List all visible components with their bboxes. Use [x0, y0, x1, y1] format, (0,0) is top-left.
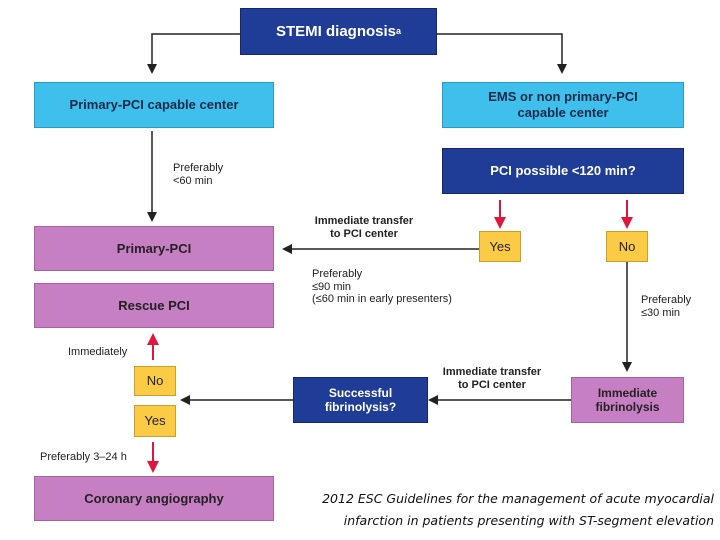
- yes-right-label: Yes: [489, 238, 511, 254]
- no-left-label: No: [146, 373, 164, 389]
- stemi-superscript: a: [396, 26, 402, 37]
- note-preferably-30-line2: ≤30 min: [641, 306, 681, 319]
- coronary-angiography-box: [34, 476, 274, 521]
- no-right-box: [606, 231, 648, 262]
- ems-non-primary-label: EMS or non primary-PCI capable center: [488, 89, 638, 120]
- guideline-caption-line2: infarction in patients presenting with ST-segment elevation: [343, 513, 714, 528]
- primary-pci-capable-label: Primary-PCI capable center: [69, 97, 239, 113]
- note-transfer-top: [314, 215, 414, 240]
- rescue-pci-box: [34, 283, 274, 328]
- yes-left-box: [134, 405, 176, 437]
- primary-pci-capable-box: [34, 82, 274, 128]
- ems-non-primary-box: [442, 82, 684, 128]
- note-transfer-bottom-line2: to PCI center: [458, 378, 526, 391]
- pci-possible-box: [442, 148, 684, 194]
- note-transfer-bottom: [437, 366, 547, 391]
- note-preferably-3-24-text: Preferably 3–24 h: [40, 451, 127, 463]
- primary-pci-label: Primary-PCI: [116, 240, 192, 256]
- yes-left-label: Yes: [144, 413, 166, 429]
- no-right-label: No: [618, 238, 636, 254]
- note-preferably-30: [641, 294, 691, 319]
- note-transfer-top-line1: Immediate transfer: [314, 215, 414, 227]
- note-transfer-top-line2: to PCI center: [330, 227, 398, 240]
- note-preferably-60-line2: <60 min: [173, 174, 213, 187]
- note-preferably-60-line1: Preferably: [173, 162, 224, 174]
- no-left-box: [134, 366, 176, 396]
- stemi-diagnosis-label: STEMI diagnosis: [275, 22, 396, 40]
- note-preferably-30-line1: Preferably: [641, 294, 692, 306]
- note-preferably-60: [173, 162, 223, 187]
- pci-possible-label: PCI possible <120 min?: [490, 163, 636, 179]
- successful-fibrinolysis-box: [293, 377, 428, 423]
- note-preferably-90-line1: Preferably: [312, 268, 363, 280]
- note-preferably-90-line3: (≤60 min in early presenters): [312, 293, 452, 306]
- note-preferably-90-line2: ≤90 min: [312, 280, 352, 293]
- guideline-caption: [322, 488, 714, 532]
- immediate-fibrinolysis-box: [571, 377, 684, 423]
- note-immediately: [68, 346, 127, 359]
- note-preferably-90: [312, 268, 452, 306]
- immediate-fibrinolysis-label: Immediate fibrinolysis: [595, 385, 660, 414]
- note-preferably-3-24: [40, 451, 127, 464]
- coronary-angiography-label: Coronary angiography: [84, 490, 224, 506]
- primary-pci-box: [34, 226, 274, 271]
- arrow-stemi-to-ems: [437, 34, 562, 72]
- note-immediately-text: Immediately: [68, 346, 128, 358]
- yes-right-box: [479, 231, 521, 262]
- arrow-stemi-to-primary-capable: [152, 34, 240, 72]
- successful-fibrinolysis-label: Successful fibrinolysis?: [324, 385, 397, 414]
- guideline-caption-line1: 2012 ESC Guidelines for the management of acute myocardial: [322, 491, 714, 506]
- note-transfer-bottom-line1: Immediate transfer: [442, 366, 542, 378]
- rescue-pci-label: Rescue PCI: [118, 297, 190, 313]
- stemi-diagnosis-box: [240, 8, 437, 55]
